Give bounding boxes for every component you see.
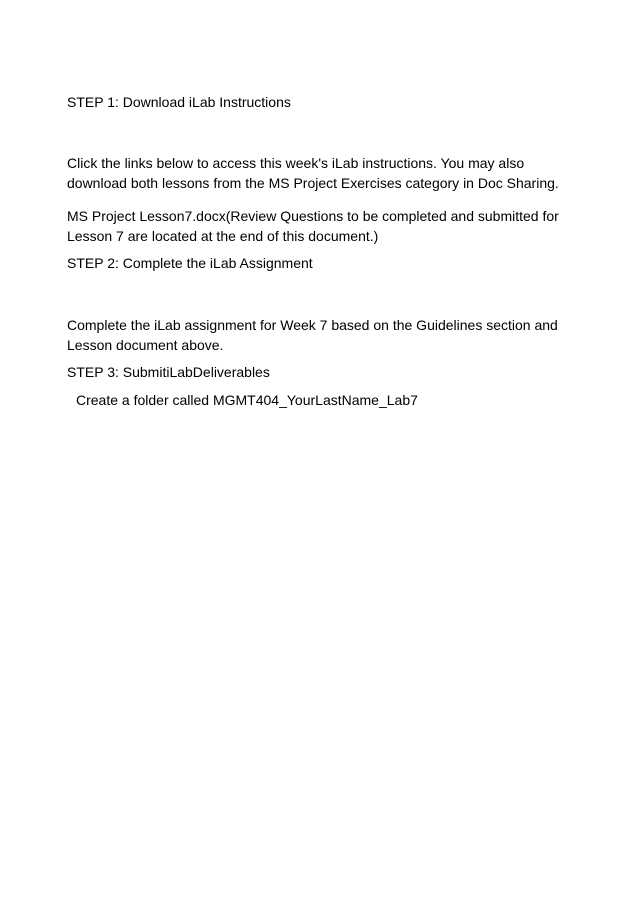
step2-text: Complete the iLab assignment for Week 7 based on the Guidelines section and Lesson document above. [67,317,558,353]
step1-heading: STEP 1: Download iLab Instructions [67,94,291,110]
step3-text: Create a folder called MGMT404_YourLastName_Lab7 [76,392,418,408]
lesson-link[interactable]: MS Project Lesson7.docx(Review Questions to be completed and submitted for Lesson 7 are located at the end of this document.) [67,208,559,244]
step3-heading: STEP 3: SubmitiLabDeliverables [67,364,270,380]
step2-heading: STEP 2: Complete the iLab Assignment [67,255,313,271]
step1-text: Click the links below to access this week's iLab instructions. You may also download both lessons from the MS Project Exercises category in Doc Sharing. [67,155,559,191]
